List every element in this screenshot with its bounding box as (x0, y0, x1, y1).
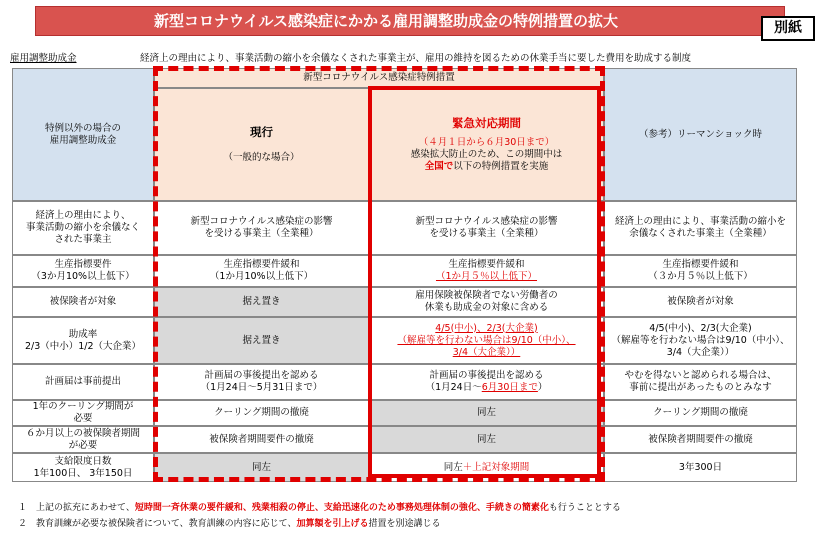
row1-lehman-line: 余儀なくされた事業主（全業種） (629, 228, 772, 239)
header-normal (12, 68, 154, 201)
row2-label-line: 生産指標要件 (54, 259, 112, 270)
note-1-emphasis: 短時間一斉休業の要件緩和、残業相殺の停止、支給迅速化のため事務処理体制の強化、手続きの簡素化 (134, 503, 549, 513)
row1-label (12, 201, 154, 255)
row6-lehman (604, 400, 797, 426)
note-1-prefix: １ 上記の拡充にあわせて、 (18, 503, 135, 513)
note-2-suffix: 措置を別途講じる (368, 519, 441, 529)
note-2-emphasis: 加算額を引上げる (296, 519, 369, 529)
row4-current (154, 317, 369, 364)
row6-emergency-line: 同左 (476, 407, 496, 418)
subtitle-label: 雇用調整助成金 (10, 53, 77, 64)
row7-lehman (604, 426, 797, 453)
row6-current-line: クーリング期間の撤廃 (214, 407, 309, 418)
header-emergency (369, 88, 604, 201)
row4-emergency-line: （解雇等を行わない場合は9/10（中小）、 (397, 334, 576, 346)
header-lehman (604, 68, 797, 201)
row3-current-line: 据え置き (242, 296, 281, 307)
row4-label-line: 2/3（中小）1/2（大企業） (24, 340, 142, 352)
row7-current-line: 被保険者期間要件の撤廃 (209, 433, 314, 445)
row5-current (154, 364, 369, 400)
row7-lehman-line: 被保険者期間要件の撤廃 (648, 433, 753, 445)
header-emergency-line1: 感染拡大防止のため、この期間中は (410, 148, 563, 160)
row8-label-line: 支給限度日数 (54, 455, 112, 467)
row1-label-line: された事業主 (54, 234, 112, 245)
group-header (154, 68, 604, 88)
row1-emergency-line: 新型コロナウイルス感染症の影響 (415, 216, 558, 227)
row5-emergency-line: 計画届の事後提出を認める (429, 370, 544, 381)
row1-emergency (369, 201, 604, 255)
row4-emergency-line: 3/4（大企業）） (452, 346, 521, 358)
header-normal-line: 雇用調整助成金 (49, 134, 117, 146)
note-2-prefix: ２ 教育訓練が必要な被保険者について、教育訓練の内容に応じて、 (18, 519, 297, 529)
row2-label (12, 255, 154, 287)
row1-emergency-line: を受ける事業主（全業種） (429, 228, 544, 239)
row1-current (154, 201, 369, 255)
header-emergency-period: （４月１日から６月30日まで） (418, 136, 555, 148)
row7-emergency (369, 426, 604, 453)
row7-label-line: が必要 (68, 439, 98, 451)
row3-emergency-line: 雇用保険被保険者でない労働者の (415, 290, 558, 301)
note-1-suffix: も行うこととする (548, 503, 621, 513)
note-2 (18, 516, 441, 529)
row5-label (12, 364, 154, 400)
row4-lehman-line: （解雇等を行わない場合は9/10（中小）、 (611, 334, 790, 346)
header-current-title: 現行 (250, 124, 273, 139)
row2-lehman-line: （３か月５％以上低下） (648, 271, 753, 282)
row3-label-line: 被保険者が対象 (49, 296, 117, 307)
row2-lehman (604, 255, 797, 287)
row3-lehman (604, 287, 797, 317)
row2-lehman-line: 生産指標要件緩和 (662, 259, 739, 270)
row8-label (12, 453, 154, 482)
row6-label (12, 400, 154, 426)
row1-current-line: 新型コロナウイルス感染症の影響 (190, 216, 333, 227)
row7-label-line: ６か月以上の被保険者期間 (25, 427, 140, 439)
row1-lehman-line: 経済上の理由により、事業活動の縮小を (614, 216, 786, 227)
row5-emergency (369, 364, 604, 400)
header-emergency-title: 緊急対応期間 (452, 115, 521, 130)
header-current (154, 88, 369, 201)
row6-label-line: 1年のクーリング期間が (32, 401, 134, 412)
row5-lehman (604, 364, 797, 400)
row8-label-line: 1年100日、 3年150日 (33, 467, 133, 479)
row8-emergency-same: 同左 (443, 461, 463, 473)
row8-lehman-line: 3年300日 (678, 461, 723, 473)
row8-lehman (604, 453, 797, 482)
row5-emergency-pre: （1月24日～ (425, 382, 482, 393)
header-emergency-line2-rest: 以下の特例措置を実施 (453, 160, 549, 172)
zenkoku-emphasis: 全国で (424, 160, 454, 172)
row4-lehman-line: 3/4（大企業）） (666, 346, 735, 358)
row4-emergency-line: 4/5(中小)、2/3(大企業) (435, 322, 538, 334)
row5-lehman-line: やむを得ないと認められる場合は、 (624, 370, 777, 381)
row6-emergency (369, 400, 604, 426)
row5-current-line: （1月24日～5月31日まで） (200, 382, 323, 393)
row8-current (154, 453, 369, 482)
row4-label-line: 助成率 (68, 328, 98, 340)
row2-current-line: 生産指標要件緩和 (223, 259, 300, 270)
header-current-sub: （一般的な場合） (223, 151, 300, 163)
title-banner (35, 6, 802, 36)
row4-lehman-line: 4/5(中小)、2/3(大企業) (649, 322, 752, 334)
row2-label-line: （3か月10%以上低下） (31, 271, 135, 282)
row3-current (154, 287, 369, 317)
row3-emergency (369, 287, 604, 317)
row5-emergency-post: ） (537, 382, 548, 393)
row8-emergency-line (444, 462, 530, 474)
header-normal-line: 特例以外の場合の (44, 122, 121, 134)
header-emergency-line2 (425, 161, 549, 173)
row2-current (154, 255, 369, 287)
group-header-text: 新型コロナウイルス感染症特例措置 (303, 72, 455, 83)
row1-label-line: 経済上の理由により、 (35, 210, 131, 221)
row2-current-line: （1か月10%以上低下） (209, 271, 314, 282)
row4-label (12, 317, 154, 364)
row8-current-line: 同左 (251, 461, 271, 473)
row1-current-line: を受ける事業主（全業種） (204, 228, 319, 239)
row2-emergency-line: 生産指標要件緩和 (448, 259, 525, 270)
row7-emergency-line: 同左 (476, 433, 496, 445)
subtitle-description: 経済上の理由により、事業活動の縮小を余儀なくされた事業主が、雇用の維持を図るための休業手当に要した費用を助成する制度 (140, 53, 692, 64)
note-1 (18, 500, 621, 513)
annex-badge: 別紙 (761, 16, 815, 41)
row8-emergency-addition: ＋上記対象期間 (462, 461, 530, 473)
header-lehman-text: （参考）リーマンショック時 (638, 128, 763, 140)
row6-label-line: 必要 (73, 413, 93, 424)
row5-current-line: 計画届の事後提出を認める (204, 370, 319, 381)
row6-lehman-line: クーリング期間の撤廃 (653, 407, 748, 418)
row4-lehman (604, 317, 797, 364)
row8-emergency (369, 453, 604, 482)
row4-current-line: 据え置き (242, 334, 281, 346)
row5-emergency-deadline: 6月30日まで (481, 382, 538, 393)
row6-current (154, 400, 369, 426)
row1-lehman (604, 201, 797, 255)
row2-emergency-highlight: （1か月５％以上低下） (435, 271, 538, 282)
page-title: 新型コロナウイルス感染症にかかる雇用調整助成金の特例措置の拡大 (153, 12, 619, 30)
row4-emergency (369, 317, 604, 364)
row2-emergency (369, 255, 604, 287)
row3-label (12, 287, 154, 317)
row5-label-line: 計画届は事前提出 (44, 376, 121, 387)
row5-lehman-line: 事前に提出があったものとみなす (629, 382, 772, 393)
row7-current (154, 426, 369, 453)
row3-emergency-line: 休業も助成金の対象に含める (424, 302, 549, 313)
row3-lehman-line: 被保険者が対象 (667, 296, 734, 307)
row7-label (12, 426, 154, 453)
row1-label-line: 事業活動の縮小を余儀なく (25, 222, 140, 233)
row5-emergency-line2 (426, 382, 548, 394)
